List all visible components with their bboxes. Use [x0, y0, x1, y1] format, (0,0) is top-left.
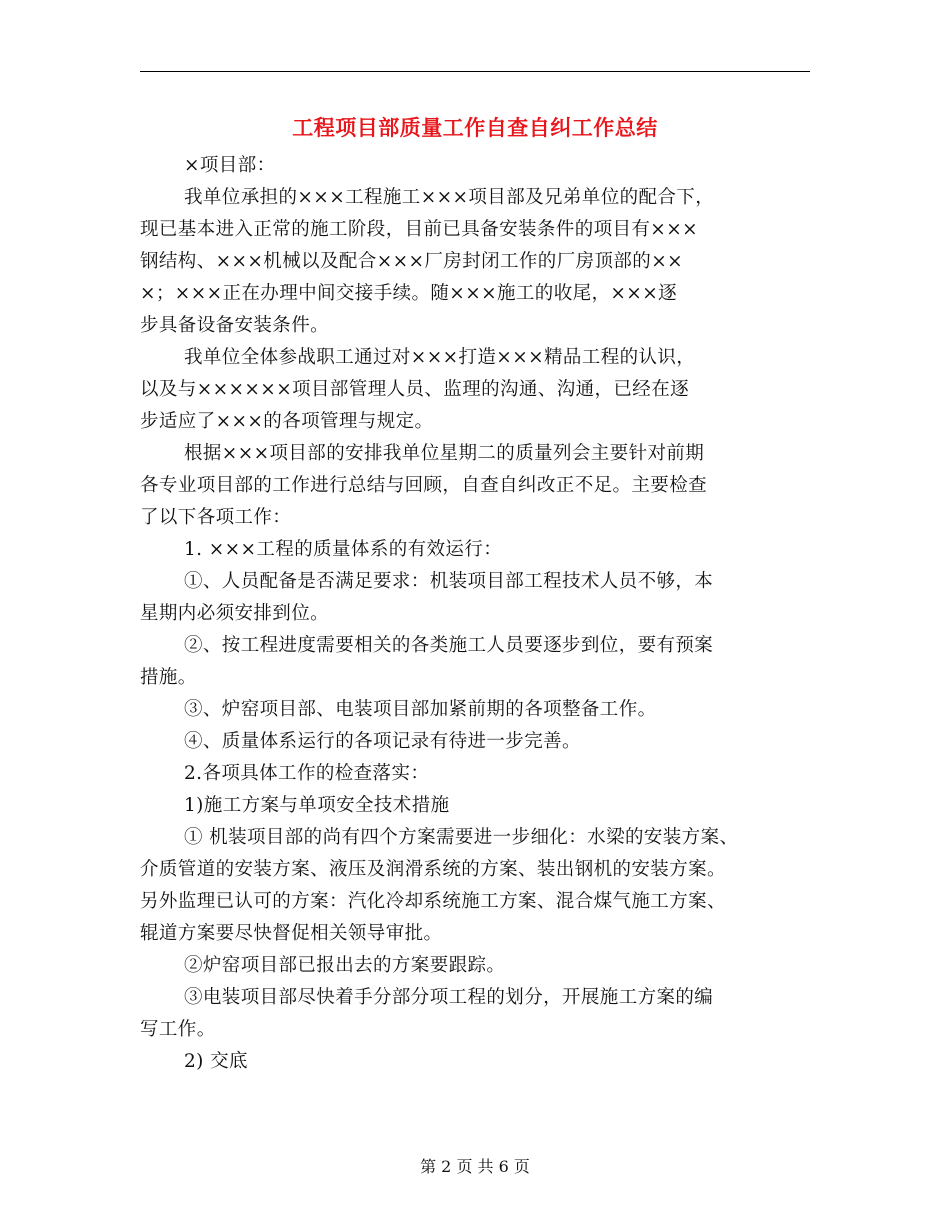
- body-line: 现已基本进入正常的施工阶段，目前已具备安装条件的项目有×××: [140, 219, 699, 240]
- body-line: 1)施工方案与单项安全技术措施: [184, 795, 450, 816]
- body-line: ×；×××正在办理中间交接手续。随×××施工的收尾，×××逐: [140, 283, 678, 304]
- body-line: 2.各项具体工作的检查落实：: [184, 763, 430, 784]
- body-line: 措施。: [140, 667, 197, 688]
- body-line: 另外监理已认可的方案：汽化冷却系统施工方案、混合煤气施工方案、: [140, 891, 726, 912]
- body-line: 步具备设备安装条件。: [140, 315, 330, 336]
- body-line: 了以下各项工作：: [140, 507, 292, 528]
- body-line: 星期内必须安排到位。: [140, 603, 330, 624]
- body-line: ①、人员配备是否满足要求：机装项目部工程技术人员不够，本: [184, 571, 714, 592]
- document-title: 工程项目部质量工作自查自纠工作总结: [292, 115, 658, 140]
- body-line: ③、炉窑项目部、电装项目部加紧前期的各项整备工作。: [184, 699, 657, 720]
- body-line: ① 机装项目部的尚有四个方案需要进一步细化：水梁的安装方案、: [184, 827, 739, 848]
- body-line: ③电装项目部尽快着手分部分项工程的划分，开展施工方案的编: [184, 987, 714, 1008]
- body-line: 钢结构、×××机械以及配合×××厂房封闭工作的厂房顶部的××: [140, 251, 684, 272]
- body-line: 我单位全体参战职工通过对×××打造×××精品工程的认识，: [184, 347, 696, 368]
- body-line: 2) 交底: [184, 1051, 248, 1072]
- body-line: 介质管道的安装方案、液压及润滑系统的方案、装出钢机的安装方案。: [140, 859, 726, 880]
- body-line: ②炉窑项目部已报出去的方案要跟踪。: [184, 955, 506, 976]
- document-body: [140, 150, 812, 1078]
- body-line: ④、质量体系运行的各项记录有待进一步完善。: [184, 731, 581, 752]
- body-line: ×项目部：: [184, 155, 276, 176]
- body-line: 步适应了×××的各项管理与规定。: [140, 411, 434, 432]
- page-number-label: 第 2 页 共 6 页: [420, 1157, 530, 1176]
- body-line: 我单位承担的×××工程施工×××项目部及兄弟单位的配合下，: [184, 187, 715, 208]
- body-line: 1. ×××工程的质量体系的有效运行：: [184, 539, 503, 560]
- page-footer: [0, 1154, 950, 1177]
- body-line: 各专业项目部的工作进行总结与回顾，自查自纠改正不足。主要检查: [140, 475, 708, 496]
- body-line: 辊道方案要尽快督促相关领导审批。: [140, 923, 443, 944]
- body-line: 写工作。: [140, 1019, 216, 1040]
- body-line: 根据×××项目部的安排我单位星期二的质量列会主要针对前期: [184, 443, 705, 464]
- body-line: ②、按工程进度需要相关的各类施工人员要逐步到位，要有预案: [184, 635, 714, 656]
- header-rule: [140, 71, 810, 72]
- body-line: 以及与××××××项目部管理人员、监理的沟通、沟通，已经在逐: [140, 379, 690, 400]
